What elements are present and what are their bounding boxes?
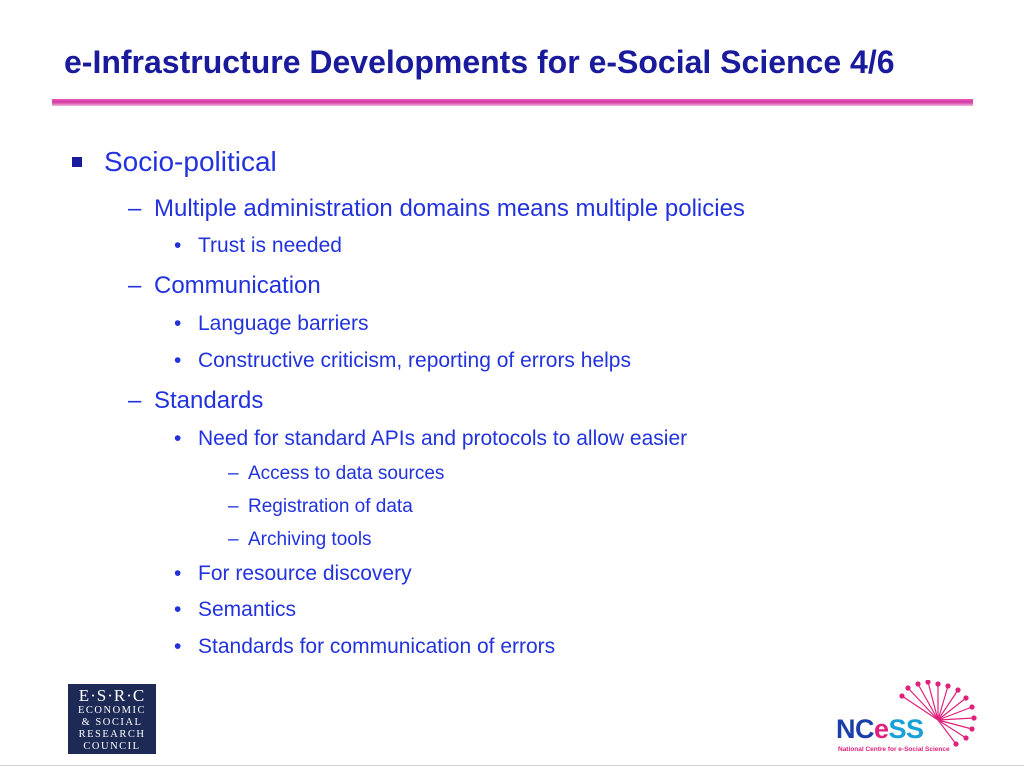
dash-marker: – <box>128 195 142 222</box>
bullet-text: Constructive criticism, reporting of errors helps <box>198 349 631 372</box>
ncess-logo <box>830 680 990 760</box>
ncess-caption: National Centre for e-Social Science <box>838 746 950 753</box>
bullet-item <box>174 427 687 451</box>
bullet-text: Need for standard APIs and protocols to allow easier <box>198 427 688 450</box>
dash-marker: – <box>228 463 239 484</box>
slide-title: e-Infrastructure Developments for e-Social Science 4/6 <box>64 44 895 80</box>
bullet-item <box>72 146 277 178</box>
dot-marker: • <box>174 312 182 335</box>
bullet-text: Socio-political <box>104 146 277 177</box>
bullet-text: Semantics <box>198 598 297 621</box>
bullet-item <box>228 463 444 485</box>
bullet-item <box>228 496 413 518</box>
bullet-text: Standards <box>154 387 264 414</box>
bullet-item <box>174 234 342 258</box>
bullet-text: Communication <box>154 272 321 299</box>
dot-marker: • <box>174 598 182 621</box>
dash-marker: – <box>228 529 239 550</box>
bullet-text: Trust is needed <box>198 234 342 257</box>
bullet-item <box>174 349 631 373</box>
bullet-item <box>128 272 321 300</box>
bullet-text: Multiple administration domains means multiple policies <box>154 195 745 222</box>
footer-divider <box>0 765 1024 766</box>
ncess-wordmark-nc: NC <box>836 714 874 744</box>
esrc-logo-line: RESEARCH <box>78 729 146 740</box>
dot-marker: • <box>174 234 182 257</box>
dash-marker: – <box>128 387 142 414</box>
bullet-text: Registration of data <box>248 496 413 517</box>
bullet-item <box>128 195 745 223</box>
bullet-item <box>174 562 412 586</box>
dot-marker: • <box>174 349 182 372</box>
esrc-logo <box>68 684 156 754</box>
bullet-item <box>228 529 372 551</box>
dot-marker: • <box>174 427 182 450</box>
dot-marker: • <box>174 562 182 585</box>
bullet-item <box>174 312 368 336</box>
bullet-text: Standards for communication of errors <box>198 635 556 658</box>
esrc-logo-line: ECONOMIC <box>77 705 146 716</box>
dot-marker: • <box>174 635 182 658</box>
ncess-wordmark-ss: SS <box>888 714 924 744</box>
dash-marker: – <box>228 496 239 517</box>
bullet-item <box>174 598 296 622</box>
bullet-text: Language barriers <box>198 312 369 335</box>
bullet-text: For resource discovery <box>198 562 412 585</box>
ncess-wordmark <box>836 714 924 744</box>
esrc-logo-line: COUNCIL <box>83 741 141 752</box>
esrc-logo-initials: E·S·R·C <box>78 686 146 705</box>
bullet-item <box>174 635 555 659</box>
bullet-text: Access to data sources <box>248 463 445 484</box>
dash-marker: – <box>128 272 142 299</box>
bullet-text: Archiving tools <box>248 529 372 550</box>
esrc-logo-line: & SOCIAL <box>81 717 143 728</box>
bullet-item <box>128 387 263 415</box>
square-bullet-icon <box>72 157 82 167</box>
ncess-wordmark-e: e <box>874 714 889 744</box>
